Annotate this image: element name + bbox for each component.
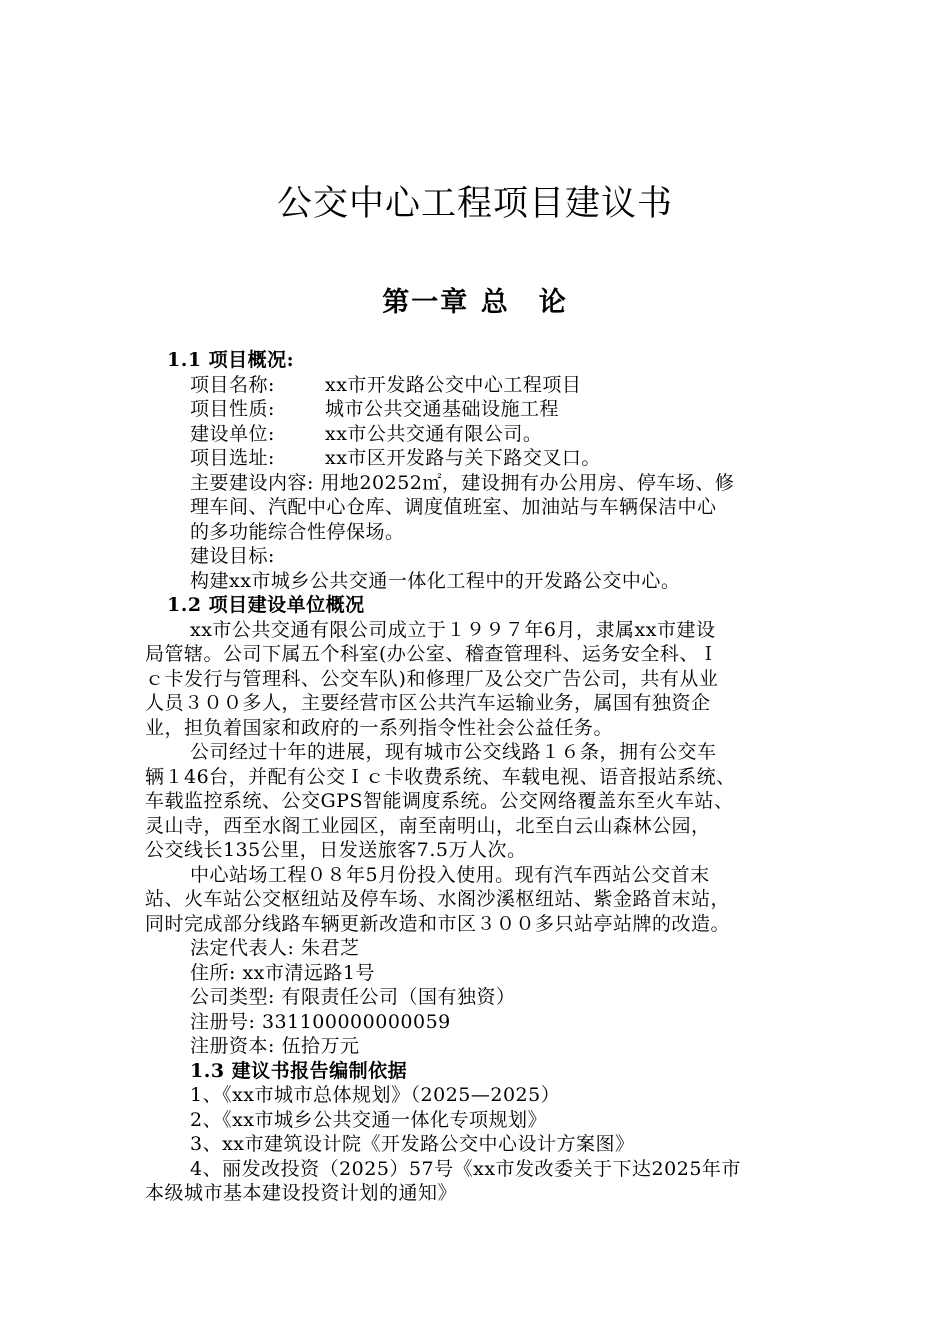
goal-value: 构建xx市城乡公共交通一体化工程中的开发路公交中心。 bbox=[190, 569, 681, 592]
builder-label: 建设单位: bbox=[190, 422, 275, 445]
paragraph-line: 公司经过十年的进展，现有城市公交线路１６条，拥有公交车 bbox=[190, 741, 717, 763]
reference-item: 3、xx市建筑设计院《开发路公交中心设计方案图》 bbox=[190, 1133, 635, 1155]
paragraph-line: 站、火车站公交枢纽站及停车场、水阁沙溪枢纽站、紫金路首末站， bbox=[145, 888, 731, 910]
paragraph-line: 车载监控系统、公交GPS智能调度系统。公交网络覆盖东至火车站、 bbox=[145, 790, 734, 812]
paragraph-line: 中心站场工程０８年5月份投入使用。现有汽车西站公交首末 bbox=[190, 863, 710, 886]
reference-item: 1、《xx市城市总体规划》（2025—2025） bbox=[190, 1084, 561, 1106]
reference-item-continued: 本级城市基本建设投资计划的通知》 bbox=[145, 1182, 458, 1204]
reference-item: 4、丽发改投资（2025）57号《xx市发改委关于下达2025年市 bbox=[190, 1157, 741, 1180]
paragraph-line: 公交线长135公里，日发送旅客7.5万人次。 bbox=[145, 839, 527, 861]
project-name-label: 项目名称: bbox=[190, 373, 275, 396]
legal-representative: 法定代表人: 朱君芝 bbox=[190, 937, 360, 959]
address: 住所: xx市清远路1号 bbox=[190, 961, 375, 984]
section-heading-1-3: 1.3 建议书报告编制依据 bbox=[190, 1059, 408, 1082]
registered-capital: 注册资本: 伍拾万元 bbox=[190, 1035, 360, 1057]
registration-number: 注册号: 331100000000059 bbox=[190, 1010, 451, 1033]
site-label: 项目选址: bbox=[190, 447, 275, 469]
document-body bbox=[145, 348, 825, 1206]
paragraph-line: 辆１46台，并配有公交Ｉｃ卡收费系统、车载电视、语音报站系统、 bbox=[145, 765, 736, 788]
paragraph-line: xx市公共交通有限公司成立于１９９７年6月，隶属xx市建设 bbox=[190, 618, 716, 641]
paragraph-line: 灵山寺，西至水阁工业园区，南至南明山，北至白云山森林公园， bbox=[145, 814, 711, 837]
section-heading-1-1: 1.1 项目概况: bbox=[167, 349, 295, 371]
content-line: 理车间、汽配中心仓库、调度值班室、加油站与车辆保洁中心 bbox=[190, 496, 717, 518]
content-line: 主要建设内容: 用地20252㎡，建设拥有办公用房、停车场、修 bbox=[190, 471, 735, 494]
project-nature-label: 项目性质: bbox=[190, 398, 275, 420]
section-heading-1-2: 1.2 项目建设单位概况 bbox=[167, 594, 365, 616]
project-nature-row bbox=[145, 397, 825, 422]
paragraph-line: 业，担负着国家和政府的一系列指令性社会公益任务。 bbox=[145, 716, 614, 739]
goal-label: 建设目标: bbox=[190, 545, 275, 567]
project-name-row bbox=[145, 373, 825, 398]
paragraph-line: 局管辖。公司下属五个科室(办公室、稽查管理科、运务安全科、Ｉ bbox=[145, 643, 719, 665]
company-type: 公司类型: 有限责任公司（国有独资） bbox=[190, 986, 516, 1008]
content-line: 的多功能综合性停保场。 bbox=[190, 520, 405, 543]
site-value: xx市区开发路与关下路交叉口。 bbox=[325, 447, 601, 469]
paragraph-line: 人员３００多人，主要经营市区公共汽车运输业务，属国有独资企 bbox=[145, 692, 711, 714]
paragraph-line: ｃ卡发行与管理科、公交车队)和修理厂及公交广告公司，共有从业 bbox=[145, 667, 719, 690]
document-title: 公交中心工程项目建议书 bbox=[276, 184, 673, 224]
site-row bbox=[145, 446, 825, 471]
project-nature-value: 城市公共交通基础设施工程 bbox=[325, 398, 560, 420]
builder-row bbox=[145, 422, 825, 447]
builder-value: xx市公共交通有限公司。 bbox=[325, 422, 543, 445]
paragraph-line: 同时完成部分线路车辆更新改造和市区３００多只站亭站牌的改造。 bbox=[145, 912, 731, 935]
chapter-heading: 第一章 总 论 bbox=[382, 287, 568, 318]
project-name-value: xx市开发路公交中心工程项目 bbox=[325, 373, 582, 396]
reference-item: 2、《xx市城乡公共交通一体化专项规划》 bbox=[190, 1108, 548, 1131]
